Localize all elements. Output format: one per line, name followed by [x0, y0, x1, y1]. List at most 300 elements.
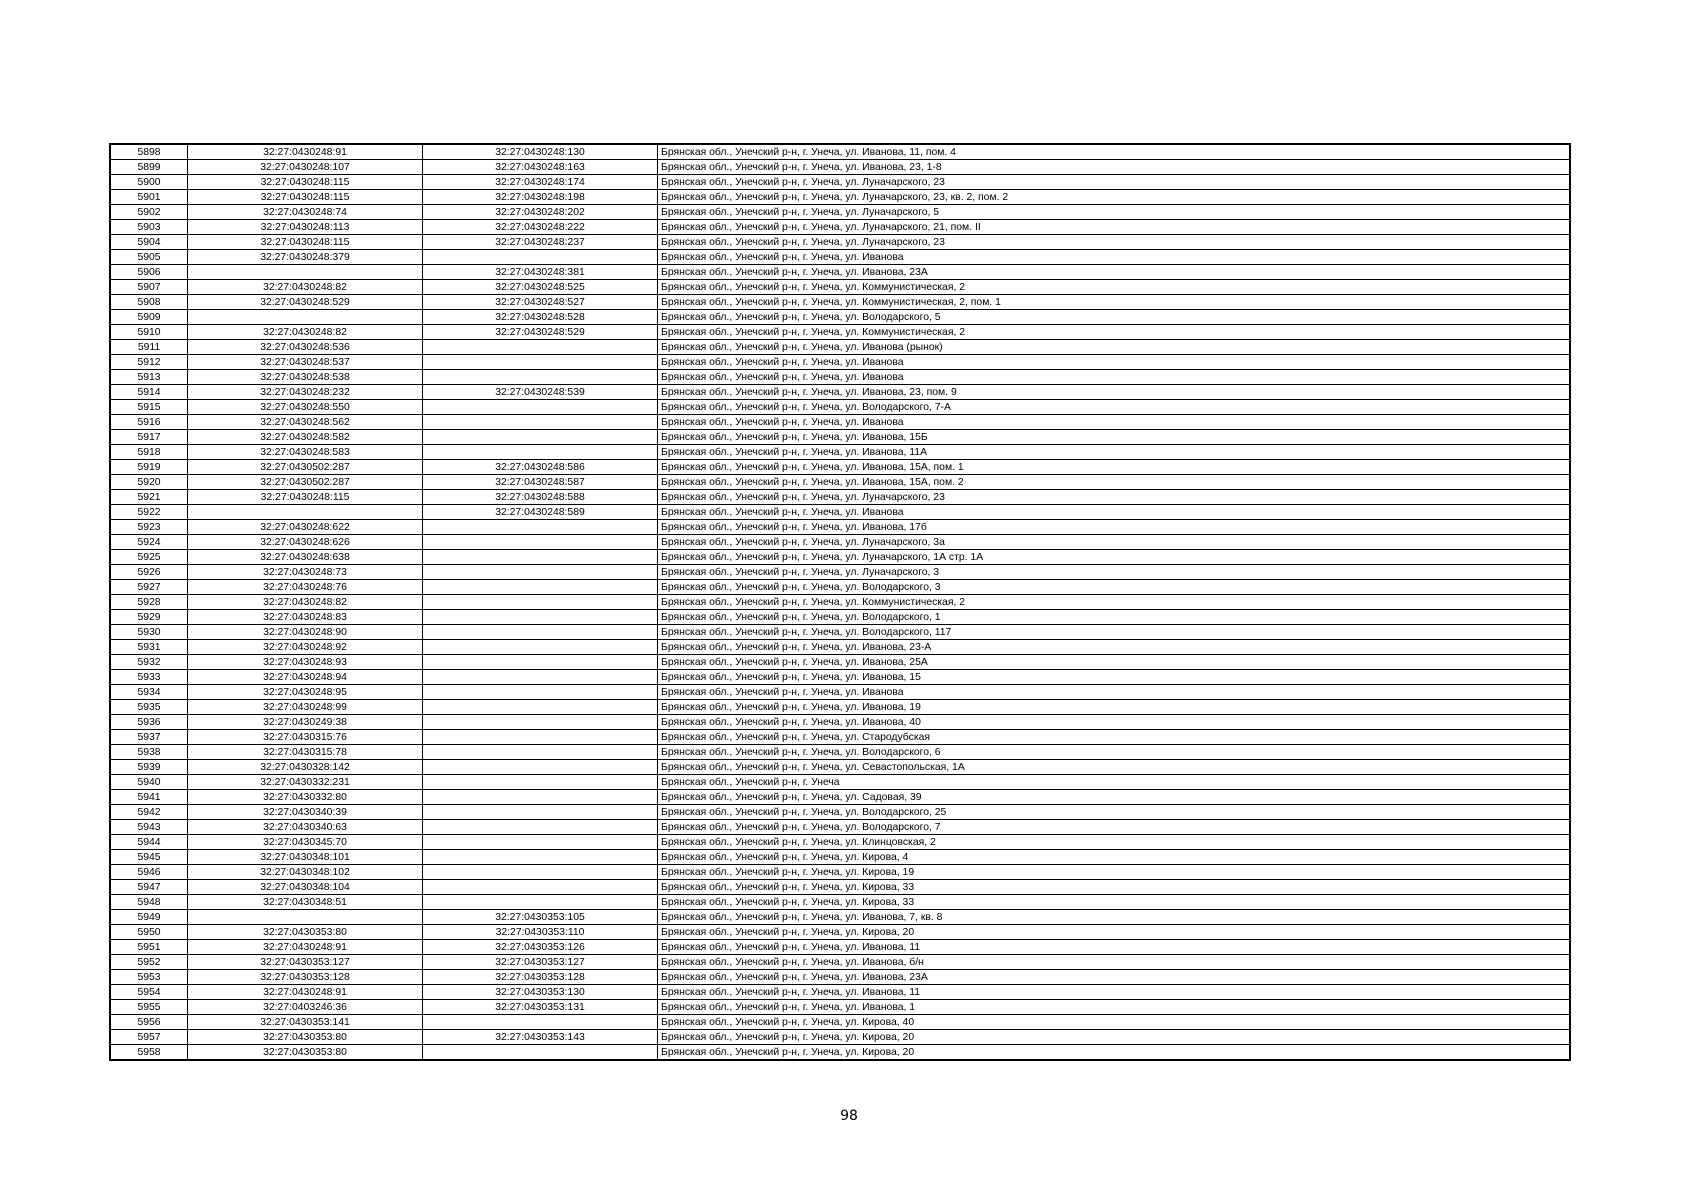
address-cell: Брянская обл., Унечский р-н, г. Унеча, ул. Иванова, 19 [658, 700, 1571, 715]
table-row [110, 610, 1570, 625]
table-row [110, 520, 1570, 535]
parcel-number-cell: 32:27:0430248:107 [188, 160, 423, 175]
address-cell: Брянская обл., Унечский р-н, г. Унеча, ул. Луначарского, 5 [658, 205, 1571, 220]
row-number-cell: 5927 [110, 580, 188, 595]
object-number-cell [423, 835, 658, 850]
address-cell: Брянская обл., Унечский р-н, г. Унеча, ул. Иванова, 11, пом. 4 [658, 144, 1571, 160]
address-cell: Брянская обл., Унечский р-н, г. Унеча, ул. Кирова, 40 [658, 1015, 1571, 1030]
parcel-number-cell: 32:27:0430248:115 [188, 175, 423, 190]
parcel-number-cell: 32:27:0430353:141 [188, 1015, 423, 1030]
parcel-number-cell: 32:27:0430340:39 [188, 805, 423, 820]
address-cell: Брянская обл., Унечский р-н, г. Унеча, ул. Луначарского, 1А стр. 1А [658, 550, 1571, 565]
row-number-cell: 5910 [110, 325, 188, 340]
parcel-number-cell: 32:27:0430248:90 [188, 625, 423, 640]
object-number-cell: 32:27:0430353:130 [423, 985, 658, 1000]
address-cell: Брянская обл., Унечский р-н, г. Унеча, ул. Кирова, 4 [658, 850, 1571, 865]
row-number-cell: 5905 [110, 250, 188, 265]
object-number-cell: 32:27:0430248:539 [423, 385, 658, 400]
parcel-number-cell: 32:27:0430248:583 [188, 445, 423, 460]
object-number-cell [423, 655, 658, 670]
row-number-cell: 5903 [110, 220, 188, 235]
address-cell: Брянская обл., Унечский р-н, г. Унеча, ул. Володарского, 7-А [658, 400, 1571, 415]
table-row [110, 385, 1570, 400]
row-number-cell: 5911 [110, 340, 188, 355]
table-row [110, 655, 1570, 670]
row-number-cell: 5921 [110, 490, 188, 505]
table-row [110, 595, 1570, 610]
table-row [110, 955, 1570, 970]
address-cell: Брянская обл., Унечский р-н, г. Унеча, ул. Иванова, 1 [658, 1000, 1571, 1015]
row-number-cell: 5902 [110, 205, 188, 220]
parcel-number-cell: 32:27:0430345:70 [188, 835, 423, 850]
row-number-cell: 5913 [110, 370, 188, 385]
row-number-cell: 5950 [110, 925, 188, 940]
parcel-number-cell: 32:27:0430248:94 [188, 670, 423, 685]
row-number-cell: 5918 [110, 445, 188, 460]
parcel-number-cell: 32:27:0430248:76 [188, 580, 423, 595]
table-row [110, 910, 1570, 925]
object-number-cell [423, 880, 658, 895]
row-number-cell: 5939 [110, 760, 188, 775]
parcel-number-cell: 32:27:0430332:80 [188, 790, 423, 805]
address-cell: Брянская обл., Унечский р-н, г. Унеча, ул. Кирова, 19 [658, 865, 1571, 880]
table-row [110, 865, 1570, 880]
parcel-number-cell: 32:27:0430248:622 [188, 520, 423, 535]
object-number-cell: 32:27:0430353:105 [423, 910, 658, 925]
row-number-cell: 5951 [110, 940, 188, 955]
address-cell: Брянская обл., Унечский р-н, г. Унеча, ул. Коммунистическая, 2 [658, 325, 1571, 340]
object-number-cell [423, 640, 658, 655]
parcel-number-cell: 32:27:0430248:529 [188, 295, 423, 310]
row-number-cell: 5935 [110, 700, 188, 715]
parcel-number-cell: 32:27:0430248:95 [188, 685, 423, 700]
object-number-cell: 32:27:0430353:131 [423, 1000, 658, 1015]
address-cell: Брянская обл., Унечский р-н, г. Унеча, ул. Иванова, 11 [658, 940, 1571, 955]
address-cell: Брянская обл., Унечский р-н, г. Унеча, ул. Володарского, 6 [658, 745, 1571, 760]
parcel-number-cell [188, 310, 423, 325]
object-number-cell [423, 535, 658, 550]
parcel-number-cell: 32:27:0430353:127 [188, 955, 423, 970]
row-number-cell: 5909 [110, 310, 188, 325]
address-cell: Брянская обл., Унечский р-н, г. Унеча, ул. Иванова, 40 [658, 715, 1571, 730]
parcel-number-cell: 32:27:0430348:102 [188, 865, 423, 880]
table-row [110, 880, 1570, 895]
table-row [110, 490, 1570, 505]
object-number-cell [423, 610, 658, 625]
row-number-cell: 5907 [110, 280, 188, 295]
object-number-cell: 32:27:0430248:586 [423, 460, 658, 475]
object-number-cell [423, 745, 658, 760]
row-number-cell: 5926 [110, 565, 188, 580]
row-number-cell: 5948 [110, 895, 188, 910]
object-number-cell [423, 700, 658, 715]
registry-table [109, 143, 1571, 1061]
row-number-cell: 5953 [110, 970, 188, 985]
object-number-cell [423, 775, 658, 790]
table-row [110, 475, 1570, 490]
table-row [110, 685, 1570, 700]
object-number-cell: 32:27:0430248:163 [423, 160, 658, 175]
object-number-cell [423, 445, 658, 460]
object-number-cell [423, 670, 658, 685]
address-cell: Брянская обл., Унечский р-н, г. Унеча, ул. Иванова, 15А, пом. 1 [658, 460, 1571, 475]
parcel-number-cell: 32:27:0430248:538 [188, 370, 423, 385]
table-row [110, 790, 1570, 805]
row-number-cell: 5955 [110, 1000, 188, 1015]
parcel-number-cell: 32:27:0430502:287 [188, 460, 423, 475]
address-cell: Брянская обл., Унечский р-н, г. Унеча, ул. Клинцовская, 2 [658, 835, 1571, 850]
address-cell: Брянская обл., Унечский р-н, г. Унеча, ул. Луначарского, 3а [658, 535, 1571, 550]
address-cell: Брянская обл., Унечский р-н, г. Унеча [658, 775, 1571, 790]
parcel-number-cell: 32:27:0430248:582 [188, 430, 423, 445]
object-number-cell: 32:27:0430248:588 [423, 490, 658, 505]
address-cell: Брянская обл., Унечский р-н, г. Унеча, ул. Володарского, 5 [658, 310, 1571, 325]
parcel-number-cell: 32:27:0430248:550 [188, 400, 423, 415]
object-number-cell [423, 430, 658, 445]
row-number-cell: 5930 [110, 625, 188, 640]
row-number-cell: 5952 [110, 955, 188, 970]
table-row [110, 325, 1570, 340]
address-cell: Брянская обл., Унечский р-н, г. Унеча, ул. Иванова, 15А, пом. 2 [658, 475, 1571, 490]
table-row [110, 670, 1570, 685]
address-cell: Брянская обл., Унечский р-н, г. Унеча, ул. Иванова, 23А [658, 265, 1571, 280]
parcel-number-cell: 32:27:0430353:128 [188, 970, 423, 985]
address-cell: Брянская обл., Унечский р-н, г. Унеча, ул. Иванова [658, 370, 1571, 385]
address-cell: Брянская обл., Унечский р-н, г. Унеча, ул. Луначарского, 23 [658, 490, 1571, 505]
parcel-number-cell [188, 505, 423, 520]
address-cell: Брянская обл., Унечский р-н, г. Унеча, ул. Иванова, 7, кв. 8 [658, 910, 1571, 925]
row-number-cell: 5916 [110, 415, 188, 430]
object-number-cell [423, 355, 658, 370]
table-row [110, 295, 1570, 310]
object-number-cell [423, 1045, 658, 1061]
row-number-cell: 5934 [110, 685, 188, 700]
table-row [110, 460, 1570, 475]
object-number-cell: 32:27:0430248:589 [423, 505, 658, 520]
table-row [110, 205, 1570, 220]
address-cell: Брянская обл., Унечский р-н, г. Унеча, ул. Иванова [658, 355, 1571, 370]
address-cell: Брянская обл., Унечский р-н, г. Унеча, ул. Луначарского, 3 [658, 565, 1571, 580]
parcel-number-cell: 32:27:0430248:113 [188, 220, 423, 235]
parcel-number-cell: 32:27:0430248:638 [188, 550, 423, 565]
object-number-cell [423, 790, 658, 805]
parcel-number-cell: 32:27:0430248:82 [188, 595, 423, 610]
table-row [110, 250, 1570, 265]
object-number-cell [423, 415, 658, 430]
address-cell: Брянская обл., Унечский р-н, г. Унеча, ул. Луначарского, 23 [658, 235, 1571, 250]
object-number-cell [423, 895, 658, 910]
table-body [110, 144, 1570, 1060]
object-number-cell [423, 820, 658, 835]
parcel-number-cell: 32:27:0430248:99 [188, 700, 423, 715]
parcel-number-cell: 32:27:0430248:115 [188, 490, 423, 505]
object-number-cell [423, 565, 658, 580]
table-row [110, 400, 1570, 415]
address-cell: Брянская обл., Унечский р-н, г. Унеча, ул. Иванова [658, 685, 1571, 700]
table-row [110, 745, 1570, 760]
table-row [110, 340, 1570, 355]
table-row [110, 730, 1570, 745]
table-row [110, 985, 1570, 1000]
row-number-cell: 5923 [110, 520, 188, 535]
object-number-cell: 32:27:0430353:110 [423, 925, 658, 940]
address-cell: Брянская обл., Унечский р-н, г. Унеча, ул. Иванова, 17б [658, 520, 1571, 535]
row-number-cell: 5937 [110, 730, 188, 745]
row-number-cell: 5914 [110, 385, 188, 400]
address-cell: Брянская обл., Унечский р-н, г. Унеча, ул. Володарского, 3 [658, 580, 1571, 595]
row-number-cell: 5898 [110, 144, 188, 160]
row-number-cell: 5924 [110, 535, 188, 550]
row-number-cell: 5956 [110, 1015, 188, 1030]
row-number-cell: 5938 [110, 745, 188, 760]
object-number-cell: 32:27:0430248:174 [423, 175, 658, 190]
address-cell: Брянская обл., Унечский р-н, г. Унеча, ул. Иванова, 23, 1-8 [658, 160, 1571, 175]
address-cell: Брянская обл., Унечский р-н, г. Унеча, ул. Стародубская [658, 730, 1571, 745]
table-row [110, 1030, 1570, 1045]
row-number-cell: 5941 [110, 790, 188, 805]
parcel-number-cell: 32:27:0430248:232 [188, 385, 423, 400]
row-number-cell: 5906 [110, 265, 188, 280]
row-number-cell: 5919 [110, 460, 188, 475]
address-cell: Брянская обл., Унечский р-н, г. Унеча, ул. Коммунистическая, 2 [658, 595, 1571, 610]
parcel-number-cell: 32:27:0430248:379 [188, 250, 423, 265]
address-cell: Брянская обл., Унечский р-н, г. Унеча, ул. Иванова [658, 250, 1571, 265]
object-number-cell: 32:27:0430353:128 [423, 970, 658, 985]
table-row [110, 760, 1570, 775]
table-row [110, 355, 1570, 370]
parcel-number-cell: 32:27:0430248:626 [188, 535, 423, 550]
parcel-number-cell: 32:27:0430248:82 [188, 325, 423, 340]
parcel-number-cell: 32:27:0430353:80 [188, 1030, 423, 1045]
table-row [110, 220, 1570, 235]
address-cell: Брянская обл., Унечский р-н, г. Унеча, ул. Иванова (рынок) [658, 340, 1571, 355]
parcel-number-cell: 32:27:0430248:91 [188, 144, 423, 160]
table-row [110, 895, 1570, 910]
object-number-cell: 32:27:0430248:525 [423, 280, 658, 295]
parcel-number-cell: 32:27:0430248:562 [188, 415, 423, 430]
table-row [110, 280, 1570, 295]
object-number-cell: 32:27:0430248:198 [423, 190, 658, 205]
table-row [110, 235, 1570, 250]
table-row [110, 175, 1570, 190]
address-cell: Брянская обл., Унечский р-н, г. Унеча, ул. Севастопольская, 1А [658, 760, 1571, 775]
address-cell: Брянская обл., Унечский р-н, г. Унеча, ул. Иванова, б/н [658, 955, 1571, 970]
table-row [110, 940, 1570, 955]
parcel-number-cell: 32:27:0430248:115 [188, 235, 423, 250]
parcel-number-cell: 32:27:0430353:80 [188, 925, 423, 940]
row-number-cell: 5940 [110, 775, 188, 790]
table-row [110, 820, 1570, 835]
address-cell: Брянская обл., Унечский р-н, г. Унеча, ул. Иванова, 11А [658, 445, 1571, 460]
table-row [110, 835, 1570, 850]
object-number-cell: 32:27:0430248:528 [423, 310, 658, 325]
row-number-cell: 5925 [110, 550, 188, 565]
address-cell: Брянская обл., Унечский р-н, г. Унеча, ул. Кирова, 33 [658, 895, 1571, 910]
object-number-cell [423, 595, 658, 610]
row-number-cell: 5932 [110, 655, 188, 670]
row-number-cell: 5958 [110, 1045, 188, 1061]
object-number-cell: 32:27:0430353:126 [423, 940, 658, 955]
address-cell: Брянская обл., Унечский р-н, г. Унеча, ул. Володарского, 1 [658, 610, 1571, 625]
address-cell: Брянская обл., Унечский р-н, г. Унеча, ул. Иванова, 23А [658, 970, 1571, 985]
object-number-cell: 32:27:0430248:237 [423, 235, 658, 250]
row-number-cell: 5954 [110, 985, 188, 1000]
parcel-number-cell: 32:27:0430248:536 [188, 340, 423, 355]
address-cell: Брянская обл., Унечский р-н, г. Унеча, ул. Иванова, 25А [658, 655, 1571, 670]
address-cell: Брянская обл., Унечский р-н, г. Унеча, ул. Кирова, 20 [658, 1045, 1571, 1061]
table-row [110, 144, 1570, 160]
parcel-number-cell: 32:27:0430248:115 [188, 190, 423, 205]
table-row [110, 535, 1570, 550]
parcel-number-cell: 32:27:0430248:73 [188, 565, 423, 580]
row-number-cell: 5936 [110, 715, 188, 730]
table-row [110, 775, 1570, 790]
table-row [110, 565, 1570, 580]
address-cell: Брянская обл., Унечский р-н, г. Унеча, ул. Иванова, 15Б [658, 430, 1571, 445]
table-row [110, 715, 1570, 730]
table-row [110, 505, 1570, 520]
object-number-cell [423, 730, 658, 745]
address-cell: Брянская обл., Унечский р-н, г. Унеча, ул. Иванова [658, 505, 1571, 520]
parcel-number-cell [188, 910, 423, 925]
address-cell: Брянская обл., Унечский р-н, г. Унеча, ул. Володарского, 117 [658, 625, 1571, 640]
object-number-cell [423, 1015, 658, 1030]
object-number-cell [423, 685, 658, 700]
table-row [110, 700, 1570, 715]
table-row [110, 640, 1570, 655]
row-number-cell: 5944 [110, 835, 188, 850]
table-row [110, 1000, 1570, 1015]
object-number-cell: 32:27:0430248:202 [423, 205, 658, 220]
object-number-cell [423, 370, 658, 385]
row-number-cell: 5928 [110, 595, 188, 610]
parcel-number-cell: 32:27:0430249:38 [188, 715, 423, 730]
row-number-cell: 5931 [110, 640, 188, 655]
address-cell: Брянская обл., Унечский р-н, г. Унеча, ул. Коммунистическая, 2 [658, 280, 1571, 295]
address-cell: Брянская обл., Унечский р-н, г. Унеча, ул. Иванова [658, 415, 1571, 430]
object-number-cell [423, 520, 658, 535]
object-number-cell [423, 340, 658, 355]
row-number-cell: 5912 [110, 355, 188, 370]
table-row [110, 310, 1570, 325]
row-number-cell: 5943 [110, 820, 188, 835]
row-number-cell: 5949 [110, 910, 188, 925]
table-row [110, 850, 1570, 865]
table-row [110, 925, 1570, 940]
object-number-cell: 32:27:0430248:527 [423, 295, 658, 310]
row-number-cell: 5900 [110, 175, 188, 190]
parcel-number-cell: 32:27:0430348:101 [188, 850, 423, 865]
address-cell: Брянская обл., Унечский р-н, г. Унеча, ул. Коммунистическая, 2, пом. 1 [658, 295, 1571, 310]
address-cell: Брянская обл., Унечский р-н, г. Унеча, ул. Иванова, 15 [658, 670, 1571, 685]
parcel-number-cell: 32:27:0430248:93 [188, 655, 423, 670]
object-number-cell: 32:27:0430248:130 [423, 144, 658, 160]
page-number: 98 [840, 1108, 858, 1124]
parcel-number-cell: 32:27:0430248:91 [188, 940, 423, 955]
parcel-number-cell: 32:27:0430332:231 [188, 775, 423, 790]
table-row [110, 1015, 1570, 1030]
table-row [110, 445, 1570, 460]
object-number-cell [423, 550, 658, 565]
row-number-cell: 5947 [110, 880, 188, 895]
address-cell: Брянская обл., Унечский р-н, г. Унеча, ул. Володарского, 7 [658, 820, 1571, 835]
parcel-number-cell: 32:27:0430315:76 [188, 730, 423, 745]
parcel-number-cell: 32:27:0430248:91 [188, 985, 423, 1000]
table-row [110, 1045, 1570, 1061]
row-number-cell: 5922 [110, 505, 188, 520]
parcel-number-cell: 32:27:0430502:287 [188, 475, 423, 490]
table-row [110, 265, 1570, 280]
parcel-number-cell: 32:27:0403246:36 [188, 1000, 423, 1015]
object-number-cell [423, 805, 658, 820]
address-cell: Брянская обл., Унечский р-н, г. Унеча, ул. Иванова, 11 [658, 985, 1571, 1000]
address-cell: Брянская обл., Унечский р-н, г. Унеча, ул. Кирова, 20 [658, 925, 1571, 940]
table-row [110, 550, 1570, 565]
object-number-cell: 32:27:0430248:529 [423, 325, 658, 340]
parcel-number-cell: 32:27:0430248:537 [188, 355, 423, 370]
object-number-cell: 32:27:0430353:127 [423, 955, 658, 970]
table-row [110, 415, 1570, 430]
parcel-number-cell: 32:27:0430248:82 [188, 280, 423, 295]
row-number-cell: 5929 [110, 610, 188, 625]
table-row [110, 580, 1570, 595]
row-number-cell: 5933 [110, 670, 188, 685]
table-row [110, 970, 1570, 985]
parcel-number-cell: 32:27:0430340:63 [188, 820, 423, 835]
object-number-cell [423, 580, 658, 595]
row-number-cell: 5899 [110, 160, 188, 175]
object-number-cell [423, 850, 658, 865]
address-cell: Брянская обл., Унечский р-н, г. Унеча, ул. Кирова, 33 [658, 880, 1571, 895]
address-cell: Брянская обл., Унечский р-н, г. Унеча, ул. Иванова, 23-А [658, 640, 1571, 655]
row-number-cell: 5908 [110, 295, 188, 310]
address-cell: Брянская обл., Унечский р-н, г. Унеча, ул. Володарского, 25 [658, 805, 1571, 820]
row-number-cell: 5917 [110, 430, 188, 445]
address-cell: Брянская обл., Унечский р-н, г. Унеча, ул. Кирова, 20 [658, 1030, 1571, 1045]
object-number-cell: 32:27:0430248:222 [423, 220, 658, 235]
row-number-cell: 5946 [110, 865, 188, 880]
table-row [110, 625, 1570, 640]
row-number-cell: 5942 [110, 805, 188, 820]
row-number-cell: 5915 [110, 400, 188, 415]
object-number-cell [423, 250, 658, 265]
table-row [110, 160, 1570, 175]
parcel-number-cell: 32:27:0430248:92 [188, 640, 423, 655]
parcel-number-cell: 32:27:0430348:51 [188, 895, 423, 910]
parcel-number-cell: 32:27:0430328:142 [188, 760, 423, 775]
parcel-number-cell: 32:27:0430348:104 [188, 880, 423, 895]
table-row [110, 805, 1570, 820]
row-number-cell: 5945 [110, 850, 188, 865]
address-cell: Брянская обл., Унечский р-н, г. Унеча, ул. Иванова, 23, пом. 9 [658, 385, 1571, 400]
parcel-number-cell [188, 265, 423, 280]
address-cell: Брянская обл., Унечский р-н, г. Унеча, ул. Луначарского, 21, пом. II [658, 220, 1571, 235]
parcel-number-cell: 32:27:0430315:78 [188, 745, 423, 760]
row-number-cell: 5901 [110, 190, 188, 205]
parcel-number-cell: 32:27:0430248:83 [188, 610, 423, 625]
address-cell: Брянская обл., Унечский р-н, г. Унеча, ул. Садовая, 39 [658, 790, 1571, 805]
object-number-cell [423, 760, 658, 775]
table-row [110, 190, 1570, 205]
object-number-cell: 32:27:0430353:143 [423, 1030, 658, 1045]
table-row [110, 370, 1570, 385]
object-number-cell [423, 625, 658, 640]
object-number-cell [423, 715, 658, 730]
row-number-cell: 5920 [110, 475, 188, 490]
object-number-cell [423, 865, 658, 880]
address-cell: Брянская обл., Унечский р-н, г. Унеча, ул. Луначарского, 23, кв. 2, пом. 2 [658, 190, 1571, 205]
object-number-cell: 32:27:0430248:587 [423, 475, 658, 490]
